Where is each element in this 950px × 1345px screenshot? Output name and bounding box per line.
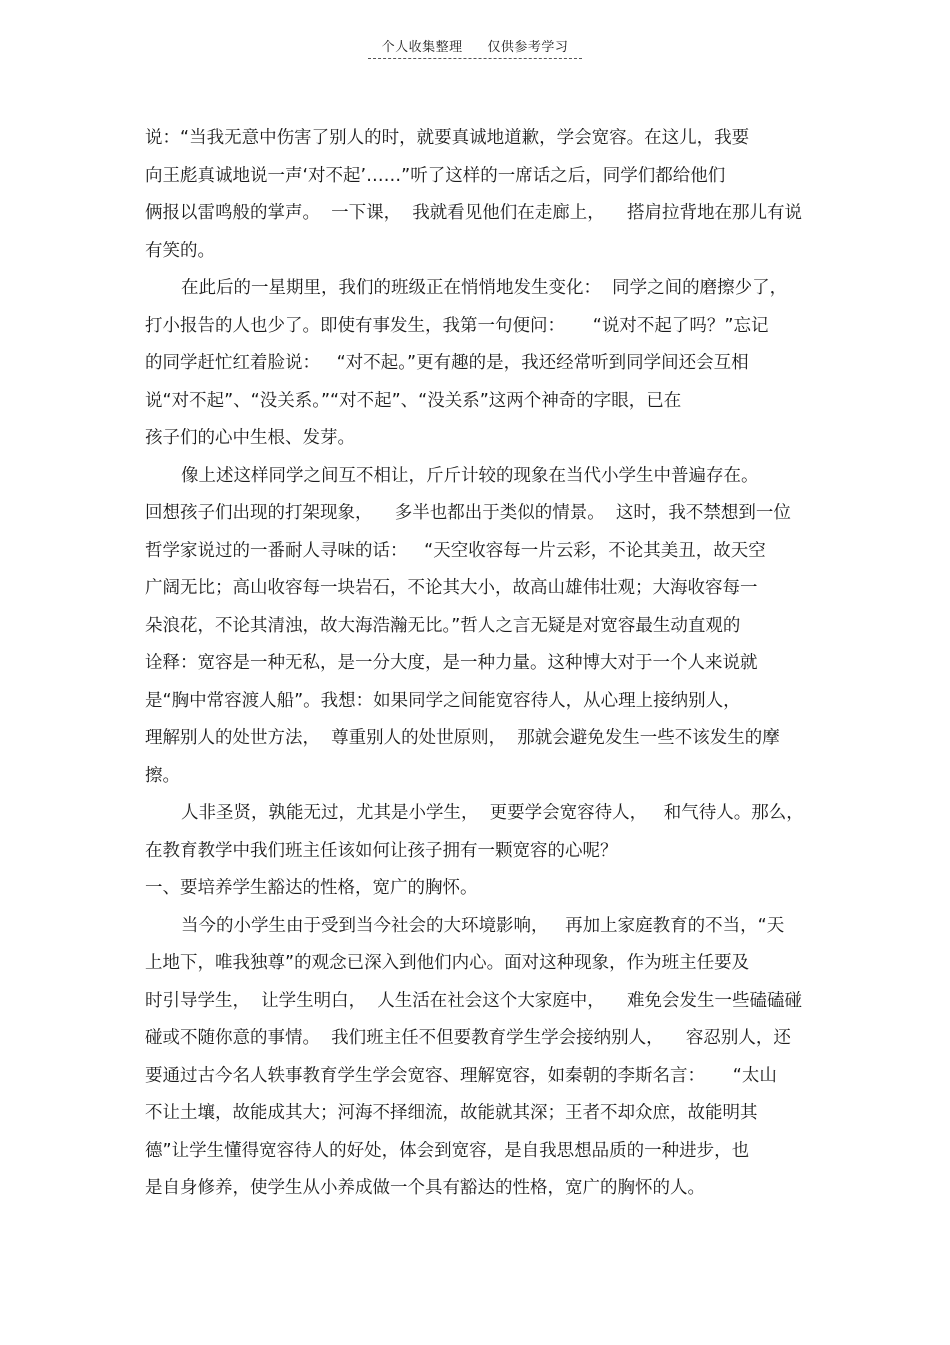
text-line: 一、要培养学生豁达的性格，宽广的胸怀。 (145, 878, 478, 898)
header-right-text: 仅供参考学习 (487, 40, 569, 55)
text-line: 说“对不起”、“没关系。”“对不起”、“没关系”这两个神奇的字眼，已在 (145, 390, 682, 411)
text-line: 不让土壤，故能成其大；河海不择细流，故能就其深；王者不却众庶，故能明其 (145, 1103, 758, 1123)
text-line: 碰或不随你意的事情。 我们班主任不但要教育学生学会接纳别人， 容忍别人，还 (145, 1028, 791, 1048)
text-line: 哲学家说过的一番耐人寻味的话： “天空收容每一片云彩，不论其美丑，故天空 (145, 540, 766, 561)
text-line: 说：“当我无意中伤害了别人的时，就要真诚地道歉，学会宽容。在这儿，我要 (145, 128, 750, 148)
text-line: 擦。 (145, 765, 180, 786)
text-line: 有笑的。 (145, 240, 215, 261)
text-line: 广阔无比；高山收容每一块岩石，不论其大小，故高山雄伟壮观；大海收容每一 (145, 578, 758, 598)
header-caption (368, 36, 583, 59)
page-header (0, 36, 950, 59)
text-line: 在教育教学中我们班主任该如何让孩子拥有一颗宽容的心呢？ (145, 840, 618, 861)
text-line: 是自身修养，使学生从小养成做一个具有豁达的性格，宽广的胸怀的人。 (145, 1178, 705, 1198)
text-line: 像上述这样同学之间互不相让，斤斤计较的现象在当代小学生中普遍存在。 (181, 465, 759, 486)
text-line: 要通过古今名人轶事教育学生学会宽容、理解宽容，如秦朝的李斯名言： “太山 (145, 1065, 777, 1086)
text-line: 德”让学生懂得宽容待人的好处，体会到宽容，是自我思想品质的一种进步，也 (145, 1140, 750, 1161)
text-line: 理解别人的处世方法， 尊重别人的处世原则， 那就会避免发生一些不该发生的摩 (145, 728, 780, 748)
text-line: 上地下，唯我独尊”的观念已深入到他们内心。面对这种现象，作为班主任要及 (145, 953, 750, 973)
text-line: 时引导学生， 让学生明白， 人生活在社会这个大家庭中， 难免会发生一些磕磕碰 (145, 990, 802, 1011)
header-left-text: 个人收集整理 (381, 40, 463, 55)
text-line: 朵浪花，不论其清浊，故大海浩瀚无比。”哲人之言无疑是对宽容最生动直观的 (145, 615, 741, 636)
text-line: 孩子们的心中生根、发芽。 (145, 428, 355, 448)
text-line: 诠释：宽容是一种无私，是一分大度，是一种力量。这种博大对于一个人来说就 (145, 653, 758, 673)
text-line: 回想孩子们出现的打架现象， 多半也都出于类似的情景。 这时，我不禁想到一位 (145, 503, 791, 523)
text-line: 俩报以雷鸣般的掌声。 一下课， 我就看见他们在走廊上， 搭肩拉背地在那儿有说 (145, 203, 802, 223)
text-line: 的同学赶忙红着脸说： “对不起。”更有趣的是，我还经常听到同学间还会互相 (145, 353, 749, 373)
text-line: 是“胸中常容渡人船”。我想：如果同学之间能宽容待人，从心理上接纳别人， (145, 690, 741, 711)
text-line: 打小报告的人也少了。即使有事发生，我第一句便问： “说对不起了吗？”忘记 (145, 315, 769, 336)
text-line: 向王彪真诚地说一声‘对不起’……”听了这样的一席话之后，同学们都给他们 (145, 165, 726, 186)
text-line: 人非圣贤，孰能无过，尤其是小学生， 更要学会宽容待人， 和气待人。那么， (181, 803, 804, 823)
document-body (145, 120, 820, 1208)
text-line: 在此后的一星期里，我们的班级正在悄悄地发生变化： 同学之间的磨擦少了， (181, 278, 788, 298)
text-line: 当今的小学生由于受到当今社会的大环境影响， 再加上家庭教育的不当，“天 (181, 915, 785, 936)
